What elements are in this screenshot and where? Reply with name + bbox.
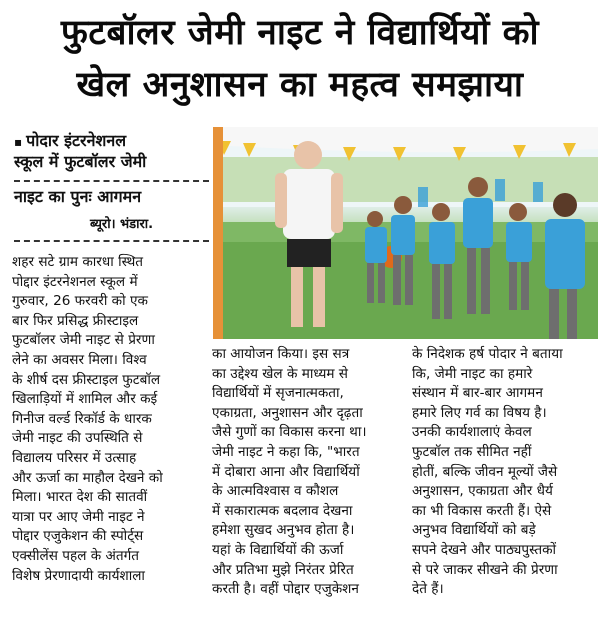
text-line: हमारे लिए गर्व का विषय है। (412, 404, 547, 421)
subhead-line-1: ▪ पोदार इंटरनेशनल (14, 131, 127, 150)
text-line: शहर सटे ग्राम कारधा स्थित (12, 254, 144, 270)
text-line: हमेशा सुखद अनुभव होता है। (212, 522, 355, 539)
text-line: गिनीज वर्ल्ड रिकॉर्ड के धारक (12, 410, 152, 427)
article-column-3 (412, 345, 596, 600)
text-line: का भी विकास करती हैं। ऐसे (412, 502, 552, 519)
divider-rule (14, 240, 209, 242)
text-line: सपने देखने और पाठ्यपुस्तकों (412, 541, 557, 558)
text-line: का उद्देश्य खेल के माध्यम से (212, 365, 348, 382)
text-line: यात्रा पर आए जेमी नाइट ने (12, 508, 145, 525)
text-line: गुरुवार, 26 फरवरी को एक (12, 293, 148, 310)
text-line: के शीर्ष दस फ्रीस्टाइल फुटबॉल (12, 371, 161, 388)
text-line: उनकी कार्यशालाएं केवल (412, 424, 532, 441)
text-line: कि, जेमी नाइट का हमारे (412, 365, 533, 382)
text-line: देते हैं। (412, 581, 444, 598)
byline: ब्यूरो। भंडारा. (90, 217, 154, 232)
headline-line-1: फुटबॉलर जेमी नाइट ने विद्यार्थियों को (60, 13, 540, 53)
text-line: विद्यार्थियों में सृजनात्मकता, (212, 385, 344, 402)
text-line: लेने का अवसर मिला। विश्व (12, 351, 147, 368)
text-line: खिलाड़ियों में शामिल और कई (12, 391, 158, 408)
text-line: विशेष प्रेरणादायी कार्यशाला (12, 567, 145, 584)
text-line: में सकारात्मक बदलाव देखना (212, 502, 353, 519)
text-line: फुटबॉल तक सीमित नहीं (412, 443, 532, 460)
text-line: से परे जाकर सीखने की प्रेरणा (412, 561, 558, 578)
text-line: करती है। वहीं पोद्दार एजुकेशन (212, 581, 359, 598)
text-line: बार फिर प्रसिद्ध फ्रीस्टाइल (12, 312, 139, 329)
text-line: जैसे गुणों का विकास करना था। (212, 424, 367, 441)
text-line: पोद्दार इंटरनेशनल स्कूल में (12, 273, 138, 290)
subhead-line-2: स्कूल में फुटबॉलर जेमी (14, 152, 147, 171)
text-line: यहां के विद्यार्थियों की ऊर्जा (212, 541, 344, 558)
text-line: का आयोजन किया। इस सत्र (212, 346, 350, 362)
text-line: एकाग्रता, अनुशासन और दृढ़ता (212, 404, 363, 421)
text-line: जेमी नाइट ने कहा कि, "भारत (212, 443, 360, 460)
text-line: पोद्दार एजुकेशन की स्पोर्ट्स (12, 528, 144, 545)
bullet-icon: ▪ (14, 135, 23, 149)
text-line: में दोबारा आना और विद्यार्थियों (212, 463, 360, 480)
text-line: एक्सीलेंस पहल के अंतर्गत (12, 547, 140, 564)
text-line: विद्यालय परिसर में उत्साह (12, 449, 137, 466)
text-line: अनुशासन, एकाग्रता और धैर्य (412, 483, 553, 500)
text-line: जेमी नाइट की उपस्थिति से (12, 430, 143, 447)
text-line: मिला। भारत देश की सातवीं (12, 489, 148, 506)
text-line: अनुभव विद्यार्थियों को बड़े (412, 522, 536, 539)
article-column-1 (12, 253, 210, 586)
article-column-2 (212, 345, 404, 600)
text-line: होतीं, बल्कि जीवन मूल्यों जैसे (412, 463, 558, 480)
subhead-line-3: नाइट का पुनः आगमन (14, 187, 142, 206)
text-line: और ऊर्जा का माहौल देखने को (12, 469, 163, 486)
headline-line-2: खेल अनुशासन का महत्व समझाया (76, 65, 524, 105)
text-line: के आत्मविश्वास व कौशल (212, 483, 339, 500)
text-line: फुटबॉलर जेमी नाइट से प्रेरणा (12, 332, 155, 349)
text-line: संस्थान में बार-बार आगमन (412, 385, 543, 402)
text-line: के निदेशक हर्ष पोदार ने बताया (412, 346, 563, 362)
text-line: और प्रतिभा मुझे निरंतर प्रेरित (212, 561, 354, 578)
event-photo (213, 127, 598, 339)
divider-rule (14, 180, 209, 182)
